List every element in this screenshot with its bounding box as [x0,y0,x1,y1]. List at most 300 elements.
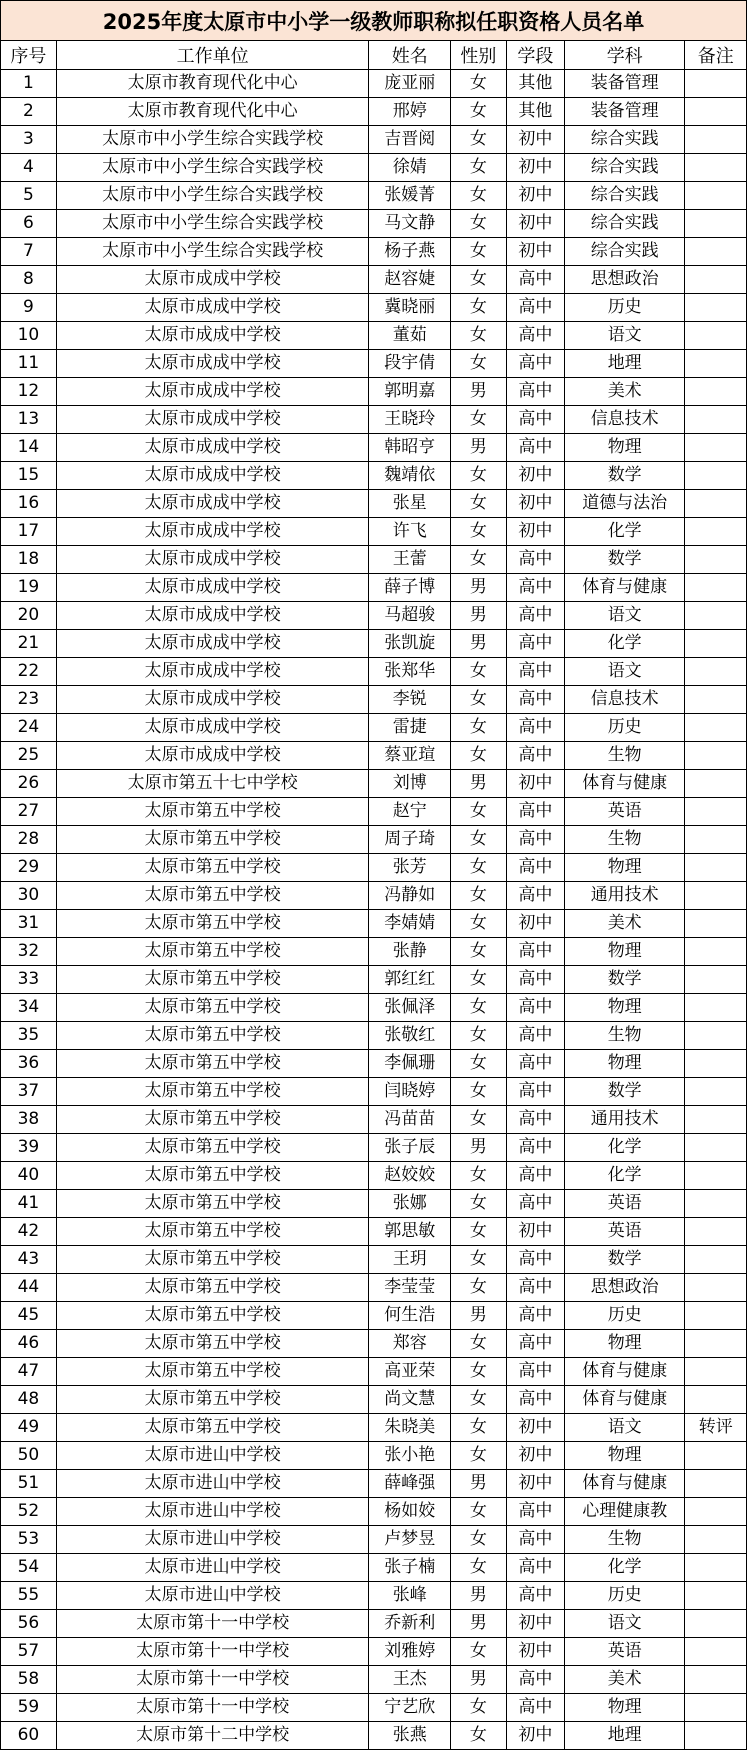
cell-remark[interactable] [685,658,747,686]
cell-index[interactable]: 32 [1,938,57,966]
cell-name[interactable]: 张敬红 [369,1022,451,1050]
cell-name[interactable]: 张小艳 [369,1442,451,1470]
cell-remark[interactable] [685,1218,747,1246]
cell-stage[interactable]: 高中 [506,686,564,714]
cell-gender[interactable]: 女 [451,1022,507,1050]
cell-gender[interactable]: 女 [451,1078,507,1106]
cell-subject[interactable]: 数学 [564,546,685,574]
cell-remark[interactable] [685,1694,747,1722]
header-subject[interactable]: 学科 [564,41,685,70]
cell-remark[interactable] [685,1246,747,1274]
cell-index[interactable]: 56 [1,1610,57,1638]
cell-subject[interactable]: 历史 [564,294,685,322]
cell-name[interactable]: 董茹 [369,322,451,350]
cell-unit[interactable]: 太原市教育现代化中心 [56,70,369,98]
cell-stage[interactable]: 初中 [506,910,564,938]
cell-remark[interactable] [685,1666,747,1694]
cell-subject[interactable]: 生物 [564,1526,685,1554]
cell-name[interactable]: 魏靖依 [369,462,451,490]
cell-name[interactable]: 刘博 [369,770,451,798]
cell-stage[interactable]: 高中 [506,658,564,686]
cell-remark[interactable] [685,210,747,238]
cell-gender[interactable]: 女 [451,1330,507,1358]
cell-stage[interactable]: 初中 [506,154,564,182]
cell-remark[interactable] [685,742,747,770]
cell-subject[interactable]: 物理 [564,434,685,462]
cell-remark[interactable] [685,490,747,518]
cell-subject[interactable]: 心理健康教 [564,1498,685,1526]
cell-stage[interactable]: 初中 [506,490,564,518]
cell-unit[interactable]: 太原市成成中学校 [56,546,369,574]
cell-name[interactable]: 张凯旋 [369,630,451,658]
cell-index[interactable]: 20 [1,602,57,630]
cell-subject[interactable]: 地理 [564,350,685,378]
cell-stage[interactable]: 初中 [506,518,564,546]
cell-remark[interactable] [685,70,747,98]
cell-unit[interactable]: 太原市第五中学校 [56,1358,369,1386]
cell-index[interactable]: 3 [1,126,57,154]
cell-name[interactable]: 张佩泽 [369,994,451,1022]
cell-unit[interactable]: 太原市第五中学校 [56,1078,369,1106]
cell-name[interactable]: 张子楠 [369,1554,451,1582]
cell-stage[interactable]: 高中 [506,1190,564,1218]
cell-index[interactable]: 51 [1,1470,57,1498]
cell-name[interactable]: 马文静 [369,210,451,238]
cell-index[interactable]: 2 [1,98,57,126]
cell-unit[interactable]: 太原市第十一中学校 [56,1694,369,1722]
cell-stage[interactable]: 高中 [506,1134,564,1162]
cell-subject[interactable]: 化学 [564,630,685,658]
cell-gender[interactable]: 女 [451,1106,507,1134]
cell-subject[interactable]: 体育与健康 [564,1358,685,1386]
cell-stage[interactable]: 高中 [506,546,564,574]
cell-index[interactable]: 44 [1,1274,57,1302]
cell-index[interactable]: 10 [1,322,57,350]
cell-index[interactable]: 26 [1,770,57,798]
cell-unit[interactable]: 太原市第五中学校 [56,854,369,882]
cell-index[interactable]: 15 [1,462,57,490]
cell-gender[interactable]: 女 [451,1386,507,1414]
cell-index[interactable]: 13 [1,406,57,434]
cell-subject[interactable]: 数学 [564,462,685,490]
cell-subject[interactable]: 道德与法治 [564,490,685,518]
cell-remark[interactable] [685,994,747,1022]
cell-gender[interactable]: 女 [451,658,507,686]
cell-remark[interactable] [685,630,747,658]
cell-name[interactable]: 张星 [369,490,451,518]
cell-index[interactable]: 40 [1,1162,57,1190]
cell-stage[interactable]: 高中 [506,322,564,350]
cell-gender[interactable]: 女 [451,1162,507,1190]
cell-unit[interactable]: 太原市第五中学校 [56,1190,369,1218]
cell-subject[interactable]: 信息技术 [564,686,685,714]
cell-gender[interactable]: 女 [451,686,507,714]
cell-index[interactable]: 42 [1,1218,57,1246]
cell-remark[interactable] [685,182,747,210]
cell-unit[interactable]: 太原市成成中学校 [56,322,369,350]
cell-subject[interactable]: 英语 [564,1638,685,1666]
cell-index[interactable]: 54 [1,1554,57,1582]
cell-remark[interactable] [685,854,747,882]
cell-index[interactable]: 49 [1,1414,57,1442]
cell-remark[interactable] [685,1162,747,1190]
cell-name[interactable]: 张静 [369,938,451,966]
header-stage[interactable]: 学段 [506,41,564,70]
cell-gender[interactable]: 女 [451,210,507,238]
cell-subject[interactable]: 物理 [564,994,685,1022]
cell-name[interactable]: 王杰 [369,1666,451,1694]
cell-unit[interactable]: 太原市中小学生综合实践学校 [56,210,369,238]
cell-name[interactable]: 赵宁 [369,798,451,826]
cell-gender[interactable]: 女 [451,1554,507,1582]
cell-gender[interactable]: 女 [451,518,507,546]
cell-gender[interactable]: 女 [451,910,507,938]
cell-remark[interactable] [685,1470,747,1498]
cell-stage[interactable]: 高中 [506,294,564,322]
cell-index[interactable]: 57 [1,1638,57,1666]
cell-unit[interactable]: 太原市成成中学校 [56,686,369,714]
cell-unit[interactable]: 太原市成成中学校 [56,574,369,602]
cell-remark[interactable] [685,1078,747,1106]
cell-subject[interactable]: 历史 [564,714,685,742]
cell-unit[interactable]: 太原市第五中学校 [56,1330,369,1358]
cell-subject[interactable]: 生物 [564,1022,685,1050]
cell-gender[interactable]: 男 [451,1134,507,1162]
cell-name[interactable]: 李佩珊 [369,1050,451,1078]
cell-unit[interactable]: 太原市成成中学校 [56,434,369,462]
cell-unit[interactable]: 太原市第五中学校 [56,882,369,910]
cell-index[interactable]: 60 [1,1722,57,1750]
cell-stage[interactable]: 初中 [506,770,564,798]
cell-unit[interactable]: 太原市第五中学校 [56,1134,369,1162]
cell-unit[interactable]: 太原市成成中学校 [56,406,369,434]
cell-gender[interactable]: 男 [451,574,507,602]
cell-unit[interactable]: 太原市第五中学校 [56,966,369,994]
cell-unit[interactable]: 太原市成成中学校 [56,350,369,378]
cell-stage[interactable]: 高中 [506,1246,564,1274]
cell-unit[interactable]: 太原市进山中学校 [56,1526,369,1554]
cell-stage[interactable]: 高中 [506,350,564,378]
cell-name[interactable]: 宁艺欣 [369,1694,451,1722]
cell-unit[interactable]: 太原市第五中学校 [56,1162,369,1190]
cell-unit[interactable]: 太原市第五中学校 [56,1386,369,1414]
cell-stage[interactable]: 高中 [506,1274,564,1302]
cell-gender[interactable]: 女 [451,322,507,350]
cell-name[interactable]: 郑容 [369,1330,451,1358]
cell-stage[interactable]: 高中 [506,798,564,826]
cell-gender[interactable]: 男 [451,1666,507,1694]
cell-subject[interactable]: 数学 [564,1078,685,1106]
cell-remark[interactable] [685,294,747,322]
cell-name[interactable]: 朱晓美 [369,1414,451,1442]
cell-index[interactable]: 46 [1,1330,57,1358]
cell-index[interactable]: 31 [1,910,57,938]
cell-subject[interactable]: 语文 [564,322,685,350]
cell-index[interactable]: 21 [1,630,57,658]
cell-remark[interactable] [685,1442,747,1470]
cell-gender[interactable]: 女 [451,938,507,966]
cell-unit[interactable]: 太原市成成中学校 [56,518,369,546]
cell-stage[interactable]: 高中 [506,1050,564,1078]
cell-stage[interactable]: 初中 [506,210,564,238]
cell-unit[interactable]: 太原市中小学生综合实践学校 [56,182,369,210]
cell-remark[interactable] [685,1190,747,1218]
cell-remark[interactable] [685,266,747,294]
cell-gender[interactable]: 男 [451,630,507,658]
cell-gender[interactable]: 男 [451,1470,507,1498]
cell-index[interactable]: 43 [1,1246,57,1274]
cell-unit[interactable]: 太原市第五中学校 [56,1414,369,1442]
cell-remark[interactable] [685,966,747,994]
cell-stage[interactable]: 其他 [506,98,564,126]
cell-stage[interactable]: 高中 [506,1386,564,1414]
cell-subject[interactable]: 综合实践 [564,182,685,210]
cell-stage[interactable]: 高中 [506,1358,564,1386]
cell-subject[interactable]: 化学 [564,518,685,546]
cell-subject[interactable]: 数学 [564,1246,685,1274]
cell-remark[interactable] [685,546,747,574]
cell-index[interactable]: 17 [1,518,57,546]
cell-index[interactable]: 50 [1,1442,57,1470]
cell-gender[interactable]: 女 [451,1638,507,1666]
cell-name[interactable]: 张峰 [369,1582,451,1610]
cell-index[interactable]: 11 [1,350,57,378]
cell-name[interactable]: 马超骏 [369,602,451,630]
cell-stage[interactable]: 高中 [506,742,564,770]
cell-name[interactable]: 薛子博 [369,574,451,602]
cell-gender[interactable]: 女 [451,350,507,378]
cell-remark[interactable]: 转评 [685,1414,747,1442]
cell-name[interactable]: 乔新利 [369,1610,451,1638]
cell-unit[interactable]: 太原市成成中学校 [56,378,369,406]
cell-unit[interactable]: 太原市成成中学校 [56,742,369,770]
cell-stage[interactable]: 高中 [506,994,564,1022]
cell-unit[interactable]: 太原市第五中学校 [56,1218,369,1246]
cell-name[interactable]: 冀晓丽 [369,294,451,322]
cell-subject[interactable]: 语文 [564,602,685,630]
cell-unit[interactable]: 太原市进山中学校 [56,1442,369,1470]
cell-name[interactable]: 雷捷 [369,714,451,742]
cell-unit[interactable]: 太原市成成中学校 [56,266,369,294]
cell-index[interactable]: 59 [1,1694,57,1722]
cell-stage[interactable]: 初中 [506,462,564,490]
cell-subject[interactable]: 思想政治 [564,1274,685,1302]
cell-stage[interactable]: 初中 [506,1414,564,1442]
cell-subject[interactable]: 装备管理 [564,98,685,126]
cell-name[interactable]: 张子辰 [369,1134,451,1162]
cell-stage[interactable]: 初中 [506,1610,564,1638]
cell-unit[interactable]: 太原市中小学生综合实践学校 [56,126,369,154]
cell-subject[interactable]: 化学 [564,1134,685,1162]
cell-stage[interactable]: 高中 [506,1498,564,1526]
cell-unit[interactable]: 太原市进山中学校 [56,1470,369,1498]
cell-subject[interactable]: 语文 [564,1610,685,1638]
cell-unit[interactable]: 太原市第十二中学校 [56,1722,369,1750]
header-remark[interactable]: 备注 [685,41,747,70]
cell-remark[interactable] [685,1134,747,1162]
cell-index[interactable]: 45 [1,1302,57,1330]
cell-stage[interactable]: 高中 [506,966,564,994]
cell-remark[interactable] [685,126,747,154]
cell-subject[interactable]: 综合实践 [564,238,685,266]
cell-index[interactable]: 37 [1,1078,57,1106]
cell-index[interactable]: 4 [1,154,57,182]
cell-name[interactable]: 尚文慧 [369,1386,451,1414]
cell-remark[interactable] [685,938,747,966]
cell-remark[interactable] [685,322,747,350]
cell-gender[interactable]: 女 [451,154,507,182]
cell-gender[interactable]: 女 [451,70,507,98]
cell-gender[interactable]: 男 [451,1610,507,1638]
header-index[interactable]: 序号 [1,41,57,70]
header-name[interactable]: 姓名 [369,41,451,70]
cell-name[interactable]: 冯苗苗 [369,1106,451,1134]
cell-gender[interactable]: 男 [451,770,507,798]
cell-gender[interactable]: 女 [451,826,507,854]
cell-subject[interactable]: 体育与健康 [564,1386,685,1414]
cell-gender[interactable]: 女 [451,1722,507,1750]
cell-stage[interactable]: 高中 [506,630,564,658]
cell-subject[interactable]: 地理 [564,1722,685,1750]
cell-subject[interactable]: 物理 [564,1694,685,1722]
cell-stage[interactable]: 初中 [506,1470,564,1498]
cell-remark[interactable] [685,1526,747,1554]
cell-stage[interactable]: 高中 [506,1694,564,1722]
cell-index[interactable]: 1 [1,70,57,98]
cell-index[interactable]: 7 [1,238,57,266]
cell-gender[interactable]: 女 [451,1358,507,1386]
cell-gender[interactable]: 女 [451,1274,507,1302]
cell-stage[interactable]: 高中 [506,406,564,434]
cell-name[interactable]: 杨如姣 [369,1498,451,1526]
cell-unit[interactable]: 太原市第十一中学校 [56,1666,369,1694]
cell-subject[interactable]: 英语 [564,1218,685,1246]
cell-stage[interactable]: 高中 [506,882,564,910]
cell-unit[interactable]: 太原市成成中学校 [56,294,369,322]
cell-gender[interactable]: 女 [451,994,507,1022]
cell-name[interactable]: 卢梦昱 [369,1526,451,1554]
cell-stage[interactable]: 高中 [506,1330,564,1358]
cell-stage[interactable]: 高中 [506,1526,564,1554]
cell-stage[interactable]: 高中 [506,854,564,882]
cell-index[interactable]: 18 [1,546,57,574]
cell-index[interactable]: 12 [1,378,57,406]
cell-unit[interactable]: 太原市第五中学校 [56,910,369,938]
cell-stage[interactable]: 初中 [506,1442,564,1470]
cell-name[interactable]: 李锐 [369,686,451,714]
cell-remark[interactable] [685,1498,747,1526]
cell-subject[interactable]: 通用技术 [564,882,685,910]
cell-remark[interactable] [685,1022,747,1050]
cell-unit[interactable]: 太原市成成中学校 [56,462,369,490]
cell-stage[interactable]: 高中 [506,266,564,294]
cell-stage[interactable]: 初中 [506,1722,564,1750]
cell-name[interactable]: 张燕 [369,1722,451,1750]
cell-remark[interactable] [685,770,747,798]
cell-subject[interactable]: 物理 [564,1050,685,1078]
cell-name[interactable]: 张娜 [369,1190,451,1218]
cell-remark[interactable] [685,1330,747,1358]
cell-unit[interactable]: 太原市第五中学校 [56,1106,369,1134]
cell-unit[interactable]: 太原市成成中学校 [56,630,369,658]
cell-remark[interactable] [685,406,747,434]
cell-index[interactable]: 14 [1,434,57,462]
cell-name[interactable]: 庞亚丽 [369,70,451,98]
cell-stage[interactable]: 高中 [506,1078,564,1106]
cell-stage[interactable]: 初中 [506,1218,564,1246]
cell-subject[interactable]: 化学 [564,1554,685,1582]
cell-unit[interactable]: 太原市第五中学校 [56,938,369,966]
cell-subject[interactable]: 美术 [564,378,685,406]
cell-subject[interactable]: 物理 [564,938,685,966]
cell-index[interactable]: 23 [1,686,57,714]
cell-unit[interactable]: 太原市进山中学校 [56,1582,369,1610]
cell-name[interactable]: 王晓玲 [369,406,451,434]
cell-unit[interactable]: 太原市第五中学校 [56,994,369,1022]
cell-index[interactable]: 41 [1,1190,57,1218]
cell-stage[interactable]: 初中 [506,126,564,154]
cell-remark[interactable] [685,1554,747,1582]
cell-stage[interactable]: 高中 [506,1666,564,1694]
cell-subject[interactable]: 历史 [564,1302,685,1330]
cell-index[interactable]: 52 [1,1498,57,1526]
cell-gender[interactable]: 男 [451,434,507,462]
cell-unit[interactable]: 太原市成成中学校 [56,490,369,518]
cell-index[interactable]: 58 [1,1666,57,1694]
cell-name[interactable]: 韩昭亨 [369,434,451,462]
cell-stage[interactable]: 高中 [506,1582,564,1610]
cell-gender[interactable]: 女 [451,238,507,266]
cell-index[interactable]: 8 [1,266,57,294]
cell-gender[interactable]: 女 [451,882,507,910]
cell-remark[interactable] [685,518,747,546]
header-gender[interactable]: 性别 [451,41,507,70]
cell-subject[interactable]: 美术 [564,1666,685,1694]
cell-gender[interactable]: 女 [451,966,507,994]
cell-unit[interactable]: 太原市中小学生综合实践学校 [56,238,369,266]
cell-unit[interactable]: 太原市第五中学校 [56,1302,369,1330]
cell-subject[interactable]: 历史 [564,1582,685,1610]
cell-subject[interactable]: 综合实践 [564,154,685,182]
cell-gender[interactable]: 女 [451,462,507,490]
cell-unit[interactable]: 太原市成成中学校 [56,602,369,630]
cell-index[interactable]: 34 [1,994,57,1022]
cell-stage[interactable]: 高中 [506,826,564,854]
cell-gender[interactable]: 女 [451,1190,507,1218]
cell-stage[interactable]: 初中 [506,1638,564,1666]
cell-remark[interactable] [685,434,747,462]
cell-name[interactable]: 郭思敏 [369,1218,451,1246]
cell-name[interactable]: 蔡亚瑄 [369,742,451,770]
cell-unit[interactable]: 太原市第十一中学校 [56,1638,369,1666]
cell-gender[interactable]: 女 [451,854,507,882]
cell-name[interactable]: 王玥 [369,1246,451,1274]
sheet-title[interactable]: 2025年度太原市中小学一级教师职称拟任职资格人员名单 [1,1,747,41]
cell-gender[interactable]: 女 [451,98,507,126]
cell-remark[interactable] [685,462,747,490]
cell-name[interactable]: 邢婷 [369,98,451,126]
cell-stage[interactable]: 高中 [506,574,564,602]
cell-index[interactable]: 36 [1,1050,57,1078]
cell-subject[interactable]: 物理 [564,854,685,882]
cell-subject[interactable]: 思想政治 [564,266,685,294]
cell-subject[interactable]: 化学 [564,1162,685,1190]
cell-gender[interactable]: 女 [451,798,507,826]
cell-index[interactable]: 25 [1,742,57,770]
cell-index[interactable]: 19 [1,574,57,602]
cell-gender[interactable]: 男 [451,378,507,406]
cell-stage[interactable]: 高中 [506,1162,564,1190]
